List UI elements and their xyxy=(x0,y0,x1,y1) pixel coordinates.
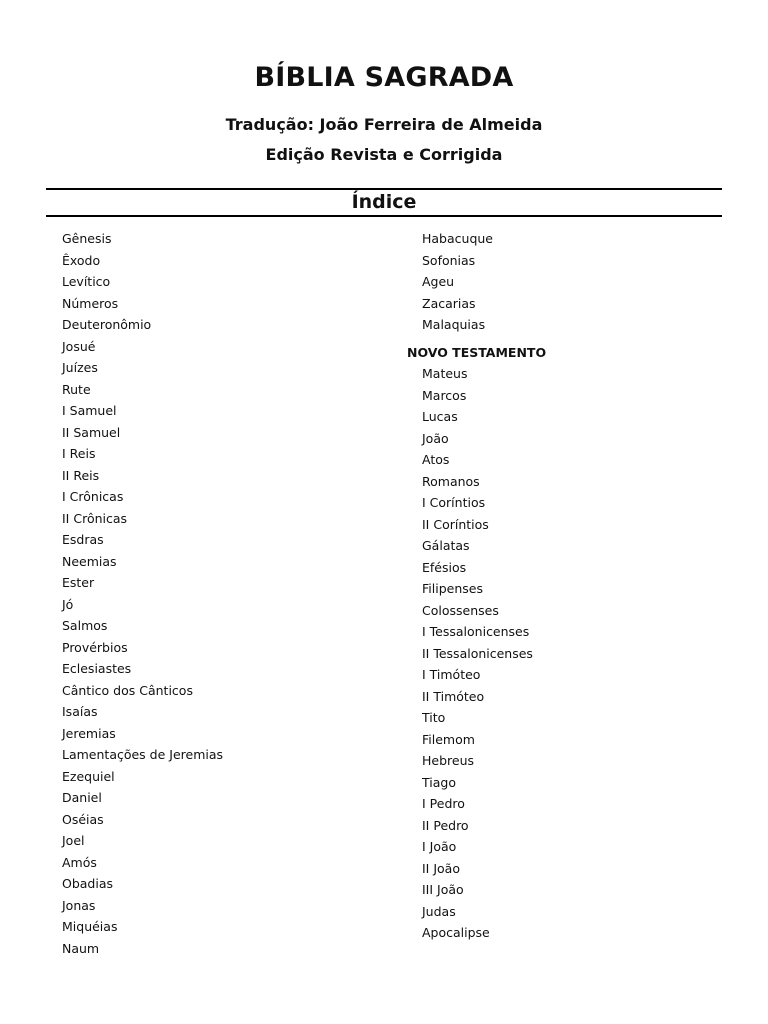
book-link[interactable]: Lamentações de Jeremias xyxy=(62,747,224,762)
book-link[interactable]: Ezequiel xyxy=(62,768,115,784)
book-link[interactable]: II Coríntios xyxy=(422,516,489,532)
book-link[interactable]: João xyxy=(422,430,449,446)
book-link[interactable]: Joel xyxy=(62,833,85,848)
book-link[interactable]: II Samuel xyxy=(62,424,121,440)
old-testament-list-continued xyxy=(422,228,722,336)
book-link[interactable]: Filipenses xyxy=(422,581,483,596)
book-link[interactable]: I Samuel xyxy=(62,403,117,418)
divider-bottom xyxy=(46,215,722,217)
book-link[interactable]: Juízes xyxy=(62,360,98,375)
book-link[interactable]: I Tessalonicenses xyxy=(422,624,530,639)
book-link[interactable]: II Pedro xyxy=(422,817,469,833)
new-testament-heading: NOVO TESTAMENTO xyxy=(407,345,547,360)
book-link[interactable]: Apocalipse xyxy=(422,925,490,940)
book-link[interactable]: Gênesis xyxy=(62,231,112,246)
book-link[interactable]: II Crônicas xyxy=(62,510,128,526)
new-testament-list xyxy=(422,363,722,944)
book-link[interactable]: Salmos xyxy=(62,618,108,633)
book-link[interactable]: Êxodo xyxy=(62,252,101,268)
book-link[interactable]: Malaquias xyxy=(422,317,486,332)
book-link[interactable]: I Crônicas xyxy=(62,489,124,504)
book-link[interactable]: Mateus xyxy=(422,366,468,381)
book-link[interactable]: Jó xyxy=(62,596,74,612)
book-link[interactable]: Colossenses xyxy=(422,602,499,618)
book-link[interactable]: Deuteronômio xyxy=(62,317,152,332)
book-link[interactable]: I Pedro xyxy=(422,796,465,811)
book-link[interactable]: I Coríntios xyxy=(422,495,486,510)
book-link[interactable]: Rute xyxy=(62,381,91,397)
book-link[interactable]: Levítico xyxy=(62,274,111,289)
book-link[interactable]: Oséias xyxy=(62,811,104,827)
book-link[interactable]: Jeremias xyxy=(62,725,116,741)
book-link[interactable]: Gálatas xyxy=(422,538,470,553)
book-link[interactable]: I Reis xyxy=(62,446,96,461)
book-link[interactable]: Zacarias xyxy=(422,295,476,311)
book-link[interactable]: Atos xyxy=(422,452,450,467)
book-link[interactable]: Lucas xyxy=(422,409,458,424)
book-link[interactable]: I Timóteo xyxy=(422,667,481,682)
book-link[interactable]: Daniel xyxy=(62,790,102,805)
book-link[interactable]: II João xyxy=(422,860,460,876)
edition-subtitle: Edição Revista e Corrigida xyxy=(265,145,503,164)
book-link[interactable]: Amós xyxy=(62,854,97,870)
divider-top xyxy=(46,188,722,190)
book-link[interactable]: Esdras xyxy=(62,532,104,547)
book-link[interactable]: Tiago xyxy=(422,774,456,790)
book-link[interactable]: Isaías xyxy=(62,704,98,719)
book-link[interactable]: Neemias xyxy=(62,553,117,569)
book-link[interactable]: Romanos xyxy=(422,473,480,489)
book-link[interactable]: Marcos xyxy=(422,387,467,403)
book-link[interactable]: Naum xyxy=(62,940,100,956)
book-link[interactable]: Josué xyxy=(62,338,96,354)
book-link[interactable]: Hebreus xyxy=(422,753,475,768)
book-link[interactable]: Habacuque xyxy=(422,231,493,246)
book-link[interactable]: Ageu xyxy=(422,274,455,289)
old-testament-list xyxy=(62,228,382,959)
book-link[interactable]: II Timóteo xyxy=(422,688,485,704)
book-link[interactable]: Eclesiastes xyxy=(62,661,132,676)
book-link[interactable]: Cântico dos Cânticos xyxy=(62,682,193,698)
book-link[interactable]: II Reis xyxy=(62,467,100,483)
book-link[interactable]: III João xyxy=(422,882,464,897)
index-heading: Índice xyxy=(351,191,417,213)
book-link[interactable]: Provérbios xyxy=(62,639,128,655)
book-link[interactable]: Tito xyxy=(422,710,446,725)
book-link[interactable]: Ester xyxy=(62,575,95,590)
book-link[interactable]: Obadias xyxy=(62,876,114,891)
translation-subtitle: Tradução: João Ferreira de Almeida xyxy=(225,115,543,134)
book-link[interactable]: Filemom xyxy=(422,731,475,747)
page-title: BÍBLIA SAGRADA xyxy=(254,62,514,93)
book-link[interactable]: Efésios xyxy=(422,559,467,575)
book-link[interactable]: I João xyxy=(422,839,457,854)
book-link[interactable]: II Tessalonicenses xyxy=(422,645,533,661)
book-link[interactable]: Judas xyxy=(422,903,456,919)
book-link[interactable]: Miquéias xyxy=(62,919,118,934)
book-link[interactable]: Sofonias xyxy=(422,252,476,268)
book-link[interactable]: Jonas xyxy=(62,897,96,913)
book-link[interactable]: Números xyxy=(62,295,119,311)
